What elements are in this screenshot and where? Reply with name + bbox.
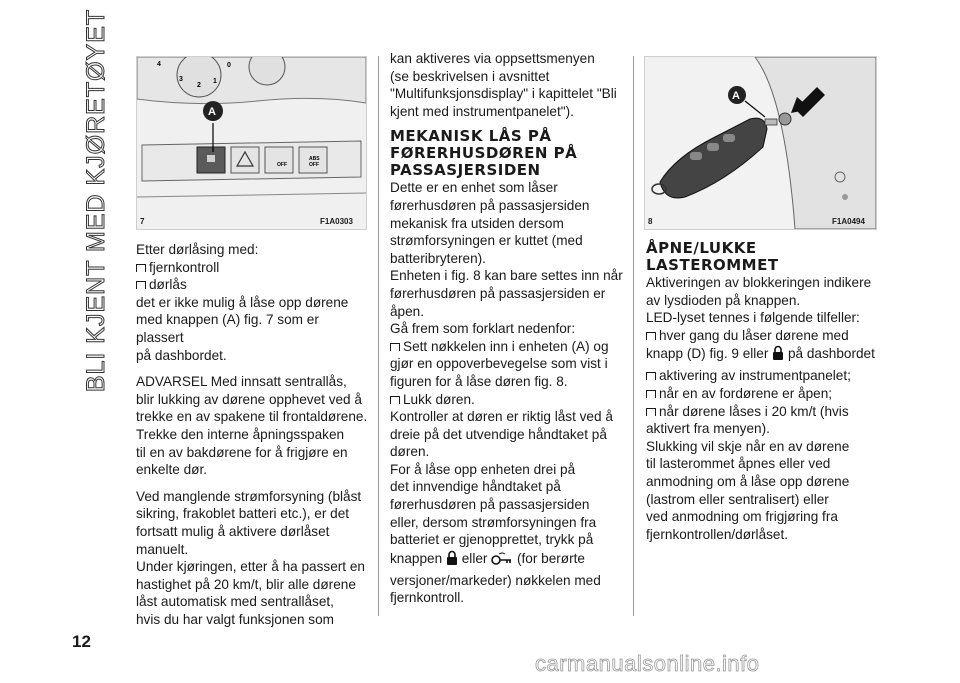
text-line: Ved manglende strømforsyning (blåst bbox=[136, 488, 362, 504]
warning-line: ADVARSEL Med innsatt sentrallås, bbox=[136, 374, 347, 390]
text-line: Slukking vil skje når en av dørene bbox=[646, 438, 850, 454]
figure-8-code: F1A0494 bbox=[832, 217, 865, 226]
bullet-icon bbox=[136, 264, 146, 272]
text-line: ved anmodning om frigjøring fra bbox=[646, 509, 838, 525]
list-item: fjernkontroll bbox=[136, 259, 368, 277]
list-item: når dørene låses i 20 km/t (hvis bbox=[646, 403, 886, 421]
text-line: hastighet på 20 km/t, blir alle dørene bbox=[136, 576, 356, 592]
text-line: med knappen (A) fig. 7 som er plassert bbox=[136, 312, 319, 345]
text-line: strømforsyningen er kuttet (med bbox=[390, 233, 583, 249]
abs-label: ABS bbox=[309, 156, 320, 162]
list-item: hver gang du låser dørene med bbox=[646, 327, 886, 345]
figure-7 bbox=[136, 56, 367, 230]
text-line: åpen. bbox=[390, 303, 425, 319]
text-line: (se beskrivelsen i avsnittet bbox=[390, 68, 550, 84]
key-icon bbox=[491, 552, 513, 572]
text-line: det innvendige håndtaket på bbox=[390, 479, 561, 495]
key-lock-illustration bbox=[645, 57, 876, 229]
warning-line: trekke en av spakene til frontaldørene. bbox=[136, 409, 368, 425]
text-line: "Multifunksjonsdisplay" i kapittelet "Bli bbox=[390, 86, 617, 102]
figure-8 bbox=[644, 56, 877, 230]
svg-text:4: 4 bbox=[157, 61, 161, 68]
text-line: låst automatisk med sentrallåset, bbox=[136, 594, 334, 610]
text-line: versjoner/markeder) nøkkelen med bbox=[390, 572, 601, 588]
text-line: anmodning om å låse opp dørene bbox=[646, 473, 850, 489]
text-line: kan aktiveres via oppsettsmenyen bbox=[390, 51, 595, 66]
column-3 bbox=[646, 240, 886, 543]
bullet-icon bbox=[646, 332, 656, 340]
text-line: døren. bbox=[390, 444, 430, 460]
list-item: Lukk døren. bbox=[390, 391, 626, 409]
text-line: knapp (D) fig. 9 eller på dashbordet bbox=[646, 344, 886, 367]
text-line: For å låse opp enheten drei på bbox=[390, 461, 576, 477]
column-divider bbox=[633, 56, 634, 616]
callout-a: A bbox=[208, 106, 216, 118]
text-line: førerhusdøren på passasjersiden er bbox=[390, 285, 606, 301]
text-line: fortsatt mulig å aktivere dørlåset bbox=[136, 523, 330, 539]
text-line: eller, dersom strømforsyningen fra bbox=[390, 514, 597, 530]
text-line: fjernkontrollen/dørlåset. bbox=[646, 526, 789, 542]
text-line: Under kjøringen, etter å ha passert en bbox=[136, 559, 365, 575]
text-line: sikring, frakoblet batteri etc.), er det bbox=[136, 506, 350, 522]
text-line: aktivert fra menyen). bbox=[646, 421, 770, 437]
text-line: Kontroller at døren er riktig låst ved å bbox=[390, 409, 613, 425]
text-line: kjent med instrumentpanelet"). bbox=[390, 103, 574, 119]
list-item: dørlås bbox=[136, 276, 368, 294]
text-line: det er ikke mulig å låse opp dørene bbox=[136, 294, 349, 310]
callout-a: A bbox=[732, 90, 740, 102]
text-line: Enheten i fig. 8 kan bare settes inn når bbox=[390, 268, 623, 284]
text-line: mekanisk fra utsiden dersom bbox=[390, 215, 564, 231]
text-line: LED-lyset tennes i følgende tilfeller: bbox=[646, 310, 860, 326]
text-line: på dashbordet. bbox=[136, 347, 227, 363]
bullet-icon bbox=[390, 343, 400, 351]
text-line: dreie på det utvendige håndtaket på bbox=[390, 426, 607, 442]
text-line: til lasterommet åpnes eller ved bbox=[646, 456, 831, 472]
dashboard-buttons-illustration bbox=[137, 57, 366, 229]
bullet-icon bbox=[646, 372, 656, 380]
column-2 bbox=[390, 50, 626, 607]
watermark: carmanualsonline.info bbox=[535, 651, 760, 676]
section-heading: FØRERHUSDØREN PÅ bbox=[390, 144, 578, 163]
list-item: aktivering av instrumentpanelet; bbox=[646, 367, 886, 385]
text-line: Aktiveringen av blokkeringen indikere bbox=[646, 275, 872, 290]
figure-7-code: F1A0303 bbox=[320, 217, 353, 226]
warning-line: blir lukking av dørene opphevet ved å bbox=[136, 391, 362, 407]
list-item: Sett nøkkelen inn i enheten (A) og bbox=[390, 338, 626, 356]
column-1 bbox=[136, 241, 368, 628]
lock-icon bbox=[446, 550, 458, 572]
section-heading: MEKANISK LÅS PÅ bbox=[390, 127, 552, 146]
column-divider bbox=[378, 56, 379, 616]
svg-text:2: 2 bbox=[197, 82, 201, 89]
svg-text:0: 0 bbox=[227, 62, 231, 69]
bullet-icon bbox=[646, 390, 656, 398]
svg-text:3: 3 bbox=[179, 76, 183, 83]
text-line: (lastrom eller sentralisert) eller bbox=[646, 491, 829, 507]
chapter-title-text: BLI KJENT MED KJØRETØYET bbox=[82, 8, 111, 392]
text-line: fjernkontroll. bbox=[390, 590, 465, 606]
text-line: av lysdioden på knappen. bbox=[646, 292, 801, 308]
text-line: Gå frem som forklart nedenfor: bbox=[390, 321, 576, 337]
text-line: førerhusdøren på passasjersiden bbox=[390, 197, 590, 213]
bullet-icon bbox=[390, 396, 400, 404]
text-line: førerhusdøren på passasjersiden bbox=[390, 497, 590, 513]
page-number: 12 bbox=[72, 632, 91, 651]
esc-off-label: OFF bbox=[277, 162, 287, 168]
svg-text:1: 1 bbox=[213, 78, 217, 85]
intro-line: Etter dørlåsing med: bbox=[136, 242, 259, 257]
bullet-icon bbox=[646, 408, 656, 416]
warning-line: Trekke den interne åpningsspaken bbox=[136, 426, 345, 442]
text-line: hvis du har valgt funksjonen som bbox=[136, 611, 334, 627]
text-line: batteriet er gjenopprettet, trykk på bbox=[390, 532, 594, 548]
text-line: batteribryteren). bbox=[390, 250, 486, 266]
text-line: manuelt. bbox=[136, 541, 189, 557]
section-heading: ÅPNE/LUKKE bbox=[646, 239, 757, 257]
text-line: Dette er en enhet som låser bbox=[390, 180, 558, 196]
warning-line: enkelte dør. bbox=[136, 462, 208, 478]
figure-8-number: 8 bbox=[648, 217, 653, 226]
chapter-side-title bbox=[82, 8, 111, 392]
text-line: gjør en oppoverbevegelse som vist i bbox=[390, 356, 608, 372]
list-item: når en av fordørene er åpen; bbox=[646, 385, 886, 403]
figure-7-number: 7 bbox=[140, 217, 145, 226]
bullet-icon bbox=[136, 281, 146, 289]
lock-icon bbox=[772, 345, 784, 367]
text-line: figuren for å låse døren fig. 8. bbox=[390, 373, 568, 389]
abs-off-label: OFF bbox=[309, 162, 319, 168]
section-heading: LASTEROMMET bbox=[646, 256, 779, 274]
text-line: knappen eller (for berørte bbox=[390, 549, 626, 572]
section-heading: PASSASJERSIDEN bbox=[390, 161, 541, 180]
warning-line: til en av bakdørene for å frigjøre en bbox=[136, 444, 348, 460]
